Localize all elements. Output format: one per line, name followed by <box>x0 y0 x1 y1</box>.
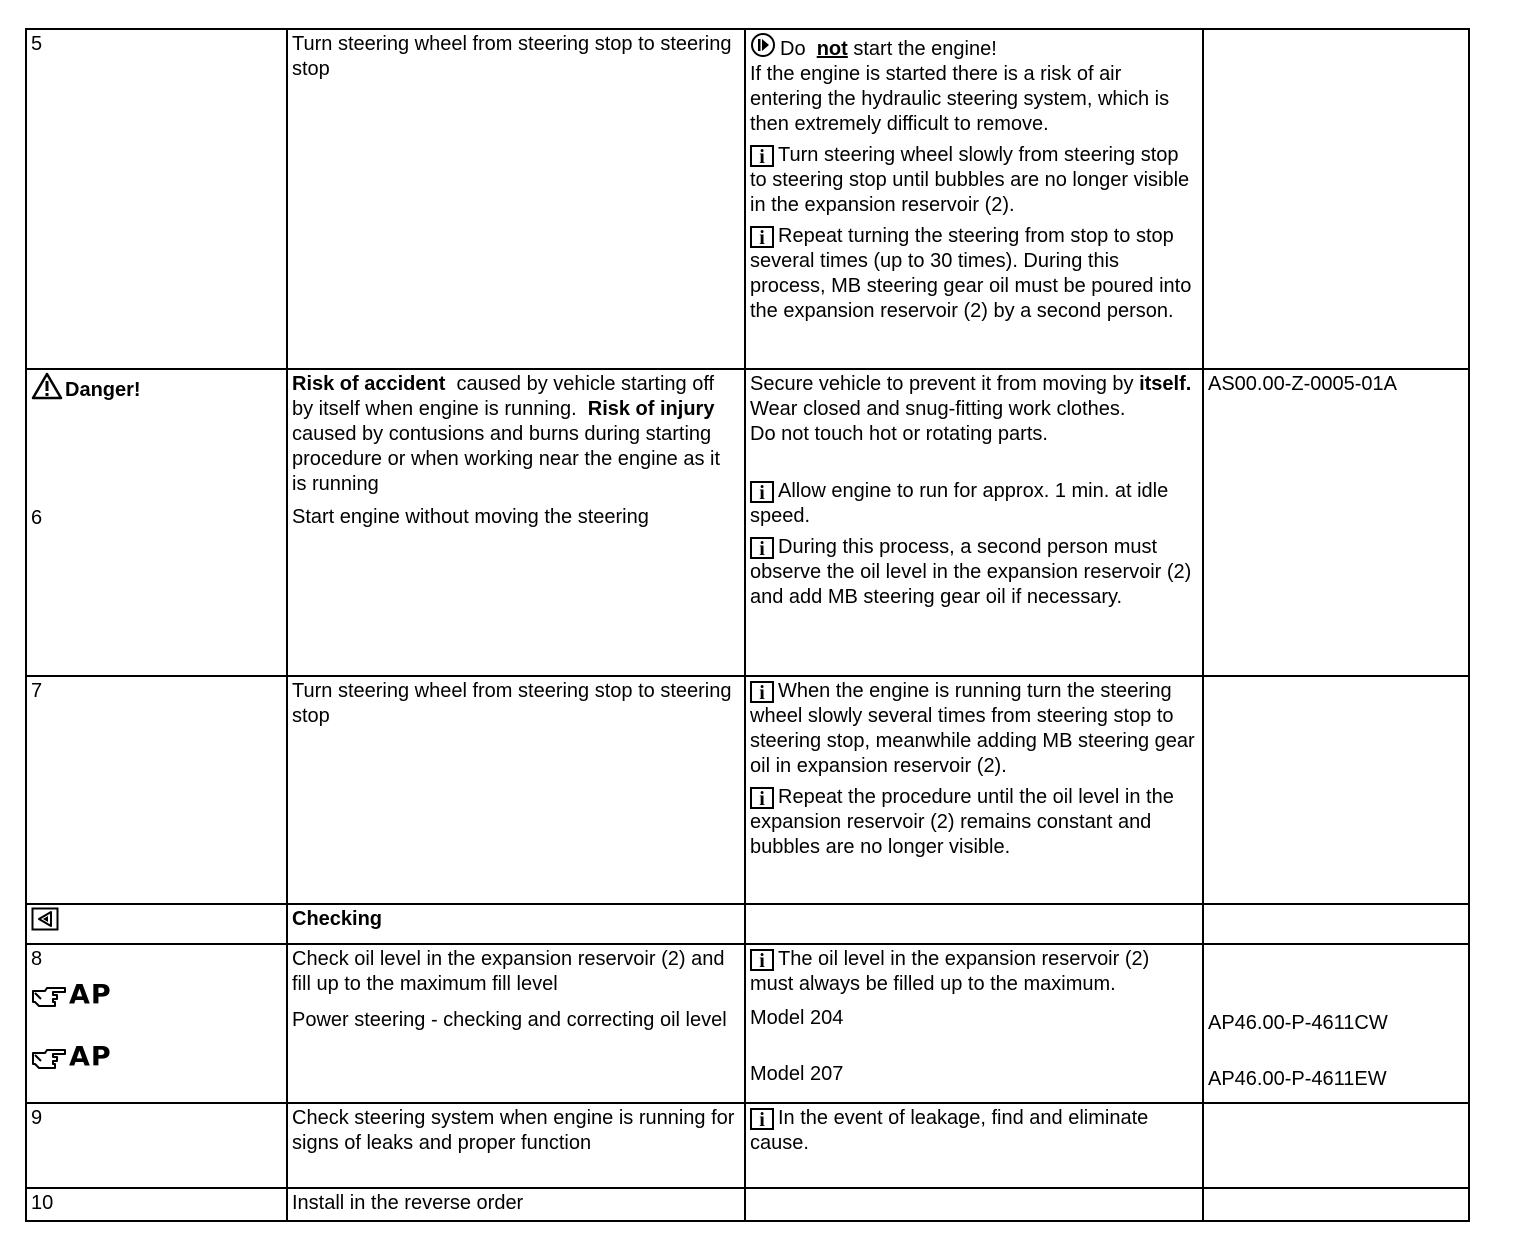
info-note <box>750 679 1198 779</box>
ref-cell <box>1203 1103 1469 1188</box>
risk-detail: caused by vehicle starting off by itself when engine is running. <box>292 373 715 420</box>
notes-cell <box>745 676 1203 904</box>
note-text: Turn steering wheel slowly from steering stop to steering stop until bubbles are no longer visible in the expansion reservoir (2). <box>750 144 1190 216</box>
model-label: Model 204 <box>750 1007 844 1029</box>
step-cell <box>26 904 287 944</box>
info-icon: i <box>750 681 774 703</box>
step-number: 8 <box>31 948 43 970</box>
note-text: Allow engine to run for approx. 1 min. at idle speed. <box>750 480 1169 527</box>
notes-cell <box>745 29 1203 369</box>
danger-label <box>31 372 282 403</box>
info-icon: i <box>750 481 774 503</box>
table-row <box>26 29 1469 369</box>
action-text: Turn steering wheel from steering stop to steering stop <box>292 680 732 727</box>
pointing-hand-icon <box>31 1045 67 1071</box>
step-cell <box>26 676 287 904</box>
action-text: Start engine without moving the steering <box>292 506 649 528</box>
ap-text: AP <box>69 1041 112 1073</box>
stop-suffix: start the engine! <box>853 38 997 60</box>
stop-prefix: Do <box>780 38 806 60</box>
measure-text <box>750 372 1198 397</box>
note-text: During this process, a second person must observe the oil level in the expansion reservoir (2) and add MB steering gear oil if necessary. <box>750 536 1192 608</box>
ref-cell <box>1203 944 1469 1103</box>
info-note <box>750 947 1198 997</box>
action-cell <box>287 676 745 904</box>
info-icon: i <box>750 226 774 248</box>
measure-line: Do not touch hot or rotating parts. <box>750 423 1048 445</box>
notes-cell <box>745 1188 1203 1221</box>
risk-detail: caused by contusions and burns during starting procedure or when working near the engine as it is running <box>292 423 721 495</box>
info-icon: i <box>750 787 774 809</box>
info-note <box>750 143 1198 218</box>
step-number: 5 <box>31 33 43 55</box>
action-text: Turn steering wheel from steering stop to steering stop <box>292 33 732 80</box>
ap-reference <box>31 1040 282 1074</box>
note-text: Repeat the procedure until the oil level in the expansion reservoir (2) remains constant and bubbles are no longer visible. <box>750 786 1174 858</box>
info-note <box>750 785 1198 860</box>
action-cell <box>287 29 745 369</box>
danger-text: Danger! <box>65 379 141 401</box>
info-note <box>750 479 1198 529</box>
info-icon: i <box>750 949 774 971</box>
table-row <box>26 369 1469 676</box>
ap-action: Power steering - checking and correcting oil level <box>292 1009 727 1031</box>
notes-cell <box>745 944 1203 1103</box>
back-arrow-icon <box>31 907 59 931</box>
action-text: Check steering system when engine is running for signs of leaks and proper function <box>292 1107 735 1154</box>
notes-cell <box>745 904 1203 944</box>
step-cell <box>26 29 287 369</box>
stop-engine-icon <box>750 32 776 58</box>
info-note <box>750 535 1198 610</box>
ap-text: AP <box>69 979 112 1011</box>
action-cell <box>287 1103 745 1188</box>
step-number: 6 <box>31 507 43 529</box>
step-number: 10 <box>31 1192 54 1214</box>
risk-bold: Risk of accident <box>292 373 446 395</box>
action-cell <box>287 369 745 676</box>
ref-cell <box>1203 904 1469 944</box>
info-icon: i <box>750 537 774 559</box>
note-text: The oil level in the expansion reservoir (2) must always be filled up to the maximum. <box>750 948 1150 995</box>
step-cell <box>26 1188 287 1221</box>
action-cell <box>287 944 745 1103</box>
step-cell <box>26 944 287 1103</box>
ap-reference <box>31 978 282 1012</box>
notes-cell <box>745 1103 1203 1188</box>
ref-cell <box>1203 1188 1469 1221</box>
note-text: When the engine is running turn the steering wheel slowly several times from steering stop to steering stop, meanwhile adding MB steering gear oil in expansion reservoir (2). <box>750 680 1195 777</box>
info-note <box>750 224 1198 324</box>
info-note <box>750 1106 1198 1156</box>
stop-warning <box>750 32 1198 62</box>
measure-line: Wear closed and snug-fitting work clothes. <box>750 398 1126 420</box>
table-row <box>26 944 1469 1103</box>
ref-link[interactable]: AP46.00-P-4611EW <box>1208 1068 1387 1090</box>
warning-triangle-icon <box>31 372 63 400</box>
action-cell <box>287 904 745 944</box>
notes-cell <box>745 369 1203 676</box>
ref-cell <box>1203 676 1469 904</box>
stop-emphasis: not <box>816 38 848 60</box>
table-row <box>26 904 1469 944</box>
table-row <box>26 1103 1469 1188</box>
procedure-table <box>25 28 1470 1222</box>
table-row <box>26 676 1469 904</box>
step-cell <box>26 1103 287 1188</box>
ref-cell <box>1203 29 1469 369</box>
risk-bold: injury <box>660 398 715 420</box>
ref-cell <box>1203 369 1469 676</box>
table-row <box>26 1188 1469 1221</box>
stop-detail: If the engine is started there is a risk of air entering the hydraulic steering system, which is then extremely difficult to remove. <box>750 63 1170 135</box>
section-title: Checking <box>292 908 383 930</box>
model-label: Model 207 <box>750 1063 844 1085</box>
action-text: Check oil level in the expansion reservoir (2) and fill up to the maximum fill level <box>292 948 725 995</box>
note-text: Repeat turning the steering from stop to stop several times (up to 30 times). During this process, MB steering gear oil must be poured into the expansion reservoir (2) by a second person. <box>750 225 1192 322</box>
note-text: In the event of leakage, find and eliminate cause. <box>750 1107 1149 1154</box>
pointing-hand-icon <box>31 983 67 1009</box>
step-number: 7 <box>31 680 43 702</box>
ref-link[interactable]: AS00.00-Z-0005-01A <box>1208 373 1398 395</box>
measure-line: Secure vehicle to prevent it from moving by <box>750 373 1134 395</box>
ref-link[interactable]: AP46.00-P-4611CW <box>1208 1012 1388 1034</box>
info-icon: i <box>750 145 774 167</box>
risk-text <box>292 372 740 497</box>
info-icon: i <box>750 1108 774 1130</box>
action-cell <box>287 1188 745 1221</box>
risk-bold: Risk of <box>587 398 655 420</box>
action-text: Install in the reverse order <box>292 1192 524 1214</box>
measure-line: itself. <box>1139 373 1192 395</box>
step-number: 9 <box>31 1107 43 1129</box>
step-cell <box>26 369 287 676</box>
